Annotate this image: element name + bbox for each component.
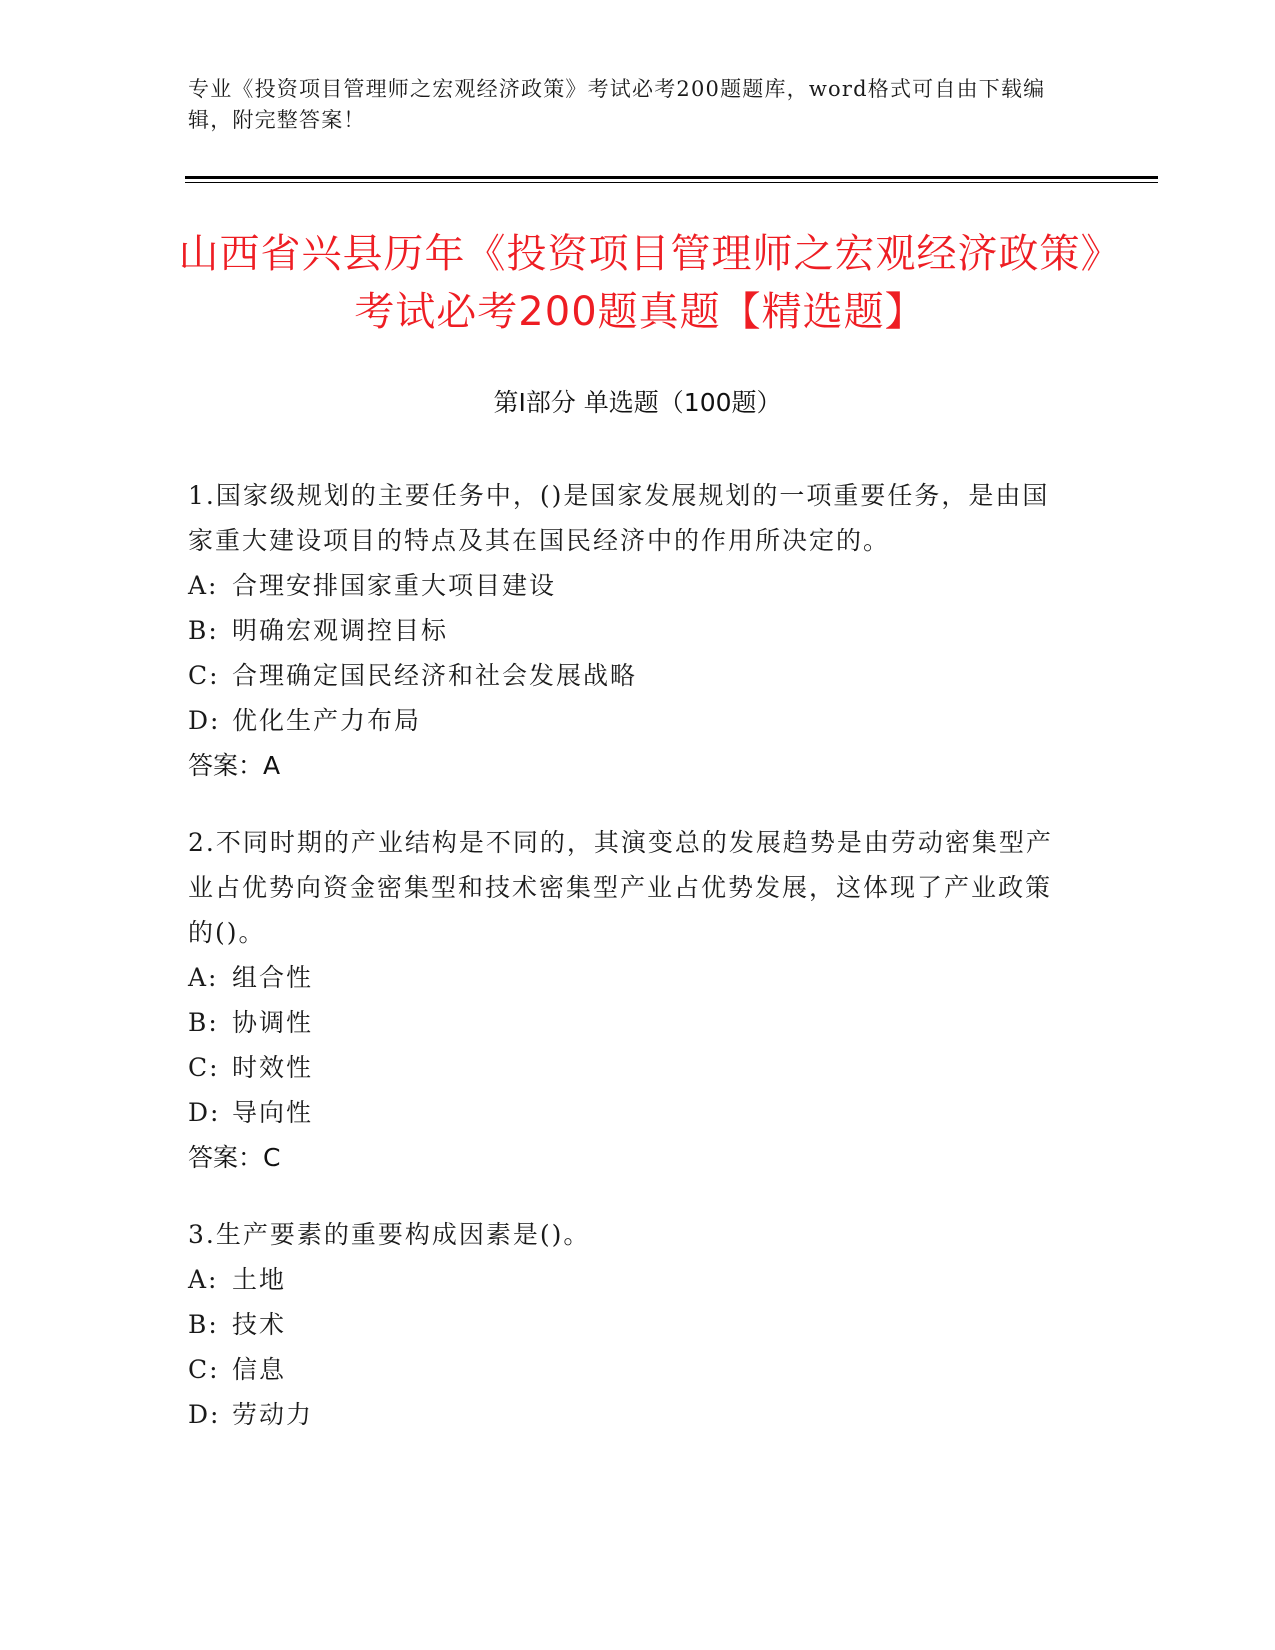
option-c — [188, 1045, 1068, 1090]
option-letter: B: — [188, 1008, 219, 1037]
header-divider-thin — [185, 182, 1158, 183]
option-text: 土地 — [232, 1265, 287, 1294]
option-letter: C: — [188, 661, 220, 690]
question-stem: 3.生产要素的重要构成因素是()。 — [188, 1220, 591, 1249]
option-letter: D: — [188, 1400, 221, 1429]
option-b — [188, 1000, 1068, 1045]
option-letter: D: — [188, 1098, 221, 1127]
option-c — [188, 1347, 1068, 1392]
question-stem: 2.不同时期的产业结构是不同的，其演变总的发展趋势是由劳动密集型产业占优势向资金密集型和技术密集型产业占优势发展，这体现了产业政策的()。 — [188, 828, 1053, 947]
option-b — [188, 1302, 1068, 1347]
option-a — [188, 563, 1068, 608]
option-letter: B: — [188, 1310, 219, 1339]
answer-line: 答案：C — [188, 1143, 281, 1172]
option-text: 技术 — [232, 1310, 287, 1339]
option-letter: A: — [188, 963, 219, 992]
option-text: 信息 — [232, 1355, 287, 1384]
question-3 — [188, 1212, 1068, 1437]
question-1 — [188, 473, 1068, 788]
option-letter: B: — [188, 616, 219, 645]
option-d — [188, 1392, 1068, 1437]
option-c — [188, 653, 1068, 698]
option-text: 协调性 — [232, 1008, 314, 1037]
option-letter: C: — [188, 1355, 220, 1384]
option-d — [188, 698, 1068, 743]
option-text: 合理安排国家重大项目建设 — [232, 571, 557, 600]
header-note: 专业《投资项目管理师之宏观经济政策》考试必考200题题库，word格式可自由下载编辑，附完整答案！ — [188, 77, 1046, 132]
question-2 — [188, 820, 1068, 1180]
option-a — [188, 1257, 1068, 1302]
option-letter: A: — [188, 1265, 219, 1294]
question-stem: 1.国家级规划的主要任务中，()是国家发展规划的一项重要任务，是由国家重大建设项目的特点及其在国民经济中的作用所决定的。 — [188, 481, 1050, 555]
option-letter: A: — [188, 571, 219, 600]
option-text: 劳动力 — [232, 1400, 314, 1429]
option-text: 优化生产力布局 — [232, 706, 422, 735]
question-list — [188, 473, 1068, 1469]
option-letter: D: — [188, 706, 221, 735]
header-divider-thick — [185, 176, 1158, 179]
section-heading: 第I部分 单选题（100题） — [493, 388, 782, 417]
answer-line: 答案：A — [188, 751, 281, 780]
option-text: 明确宏观调控目标 — [232, 616, 449, 645]
option-text: 时效性 — [232, 1053, 314, 1082]
document-title: 山西省兴县历年《投资项目管理师之宏观经济政策》考试必考200题真题【精选题】 — [178, 231, 1102, 335]
option-text: 合理确定国民经济和社会发展战略 — [232, 661, 638, 690]
option-text: 组合性 — [232, 963, 314, 992]
option-letter: C: — [188, 1053, 220, 1082]
option-text: 导向性 — [232, 1098, 314, 1127]
option-d — [188, 1090, 1068, 1135]
option-a — [188, 955, 1068, 1000]
option-b — [188, 608, 1068, 653]
